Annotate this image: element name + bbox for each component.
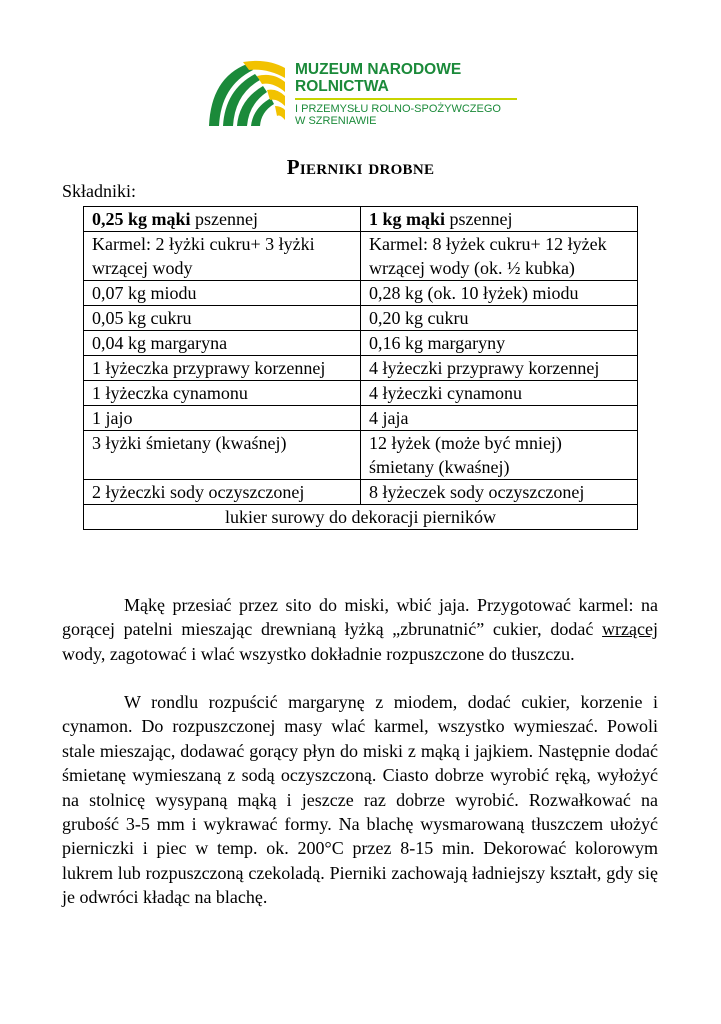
museum-logo bbox=[207, 58, 517, 128]
ingredient-small-batch: 3 łyżki śmietany (kwaśnej) bbox=[84, 431, 361, 480]
underlined-word: wrzącej bbox=[602, 619, 658, 640]
ingredient-small-batch: 1 jajo bbox=[84, 406, 361, 431]
museum-subtitle-line1: I PRZEMYSŁU ROLNO-SPOŻYWCZEGO bbox=[295, 103, 501, 115]
ingredient-large-batch: 4 jaja bbox=[361, 406, 638, 431]
museum-name bbox=[295, 61, 461, 95]
ingredient-large-batch: 0,16 kg margaryny bbox=[361, 331, 638, 356]
ingredients-table-body bbox=[84, 207, 638, 530]
instructions-paragraph-1 bbox=[62, 593, 658, 666]
table-row bbox=[84, 281, 638, 306]
museum-subtitle-line2: W SZRENIAWIE bbox=[295, 115, 377, 127]
ingredient-bold: 1 kg mąki bbox=[369, 209, 446, 229]
table-row bbox=[84, 207, 638, 232]
ingredient-small-batch: 0,04 kg margaryna bbox=[84, 331, 361, 356]
ingredients-label: Składniki: bbox=[62, 181, 137, 201]
table-row bbox=[84, 406, 638, 431]
museum-subtitle bbox=[295, 103, 501, 127]
ingredient-small-batch bbox=[84, 207, 361, 232]
ingredient-large-batch: Karmel: 8 łyżek cukru+ 12 łyżek wrzącej wody (ok. ½ kubka) bbox=[361, 232, 638, 281]
paragraph-text: Mąkę przesiać przez sito do miski, wbić jaja. Przygotować karmel: na gorącej patelni mieszając drewnianą łyżką „zbrunatnić” cukier, dodać bbox=[62, 595, 658, 640]
ingredient-bold: 0,25 kg mąki bbox=[92, 209, 191, 229]
ingredient-large-batch: 12 łyżek (może być mniej) śmietany (kwaśnej) bbox=[361, 431, 638, 480]
table-row bbox=[84, 505, 638, 530]
ingredient-small-batch: 0,07 kg miodu bbox=[84, 281, 361, 306]
ingredient-small-batch: 1 łyżeczka cynamonu bbox=[84, 381, 361, 406]
museum-name-line1: MUZEUM NARODOWE bbox=[295, 61, 462, 78]
instructions-paragraph-2: W rondlu rozpuścić margarynę z miodem, dodać cukier, korzenie i cynamon. Do rozpuszczonej masy wlać karmel, wszystko wymieszać. Powoli stale mieszając, dodawać gorący płyn do miski z mąką i jajkiem. Następnie dodać śmietanę wymieszaną z sodą oczyszczoną. Ciasto dobrze wyrobić ręką, wyłożyć na stolnicę wysypaną mąką i jeszcze raz dobrze wyrobić. Rozwałkować na grubość 3-5 mm i wykrawać formy. Na blachę wysmarowaną tłuszczem ułożyć pierniczki i piec w temp. ok. 200°C przez 8-15 min. Dekorować kolorowym lukrem lub rozpuszczoną czekoladą. Pierniki zachowają ładniejszy kształt, gdy się je odwróci kładąc na blachę. bbox=[62, 692, 658, 908]
table-row bbox=[84, 306, 638, 331]
ingredient-large-batch: 4 łyżeczki cynamonu bbox=[361, 381, 638, 406]
ingredient-rest: pszennej bbox=[445, 209, 513, 229]
ingredient-rest: pszennej bbox=[190, 209, 259, 229]
ingredients-table bbox=[83, 206, 638, 530]
table-row bbox=[84, 356, 638, 381]
museum-logo-icon bbox=[207, 58, 287, 128]
ingredient-large-batch bbox=[361, 207, 638, 232]
ingredient-small-batch: 0,05 kg cukru bbox=[84, 306, 361, 331]
ingredient-small-batch: Karmel: 2 łyżki cukru+ 3 łyżki wrzącej wody bbox=[84, 232, 361, 281]
logo-divider bbox=[295, 98, 517, 100]
ingredient-large-batch: 4 łyżeczki przyprawy korzennej bbox=[361, 356, 638, 381]
ingredient-large-batch: 0,20 kg cukru bbox=[361, 306, 638, 331]
table-row bbox=[84, 331, 638, 356]
ingredient-small-batch: 1 łyżeczka przyprawy korzennej bbox=[84, 356, 361, 381]
museum-name-line2: ROLNICTWA bbox=[295, 78, 389, 95]
ingredient-large-batch: 0,28 kg (ok. 10 łyżek) miodu bbox=[361, 281, 638, 306]
table-row bbox=[84, 480, 638, 505]
table-row bbox=[84, 431, 638, 480]
ingredient-large-batch: 8 łyżeczek sody oczyszczonej bbox=[361, 480, 638, 505]
table-footer-row: lukier surowy do dekoracji pierników bbox=[84, 505, 638, 530]
table-row bbox=[84, 381, 638, 406]
recipe-title: Pierniki drobne bbox=[286, 155, 435, 179]
table-row bbox=[84, 232, 638, 281]
ingredient-small-batch: 2 łyżeczki sody oczyszczonej bbox=[84, 480, 361, 505]
paragraph-text: wody, zagotować i wlać wszystko dokładnie rozpuszczone do tłuszczu. bbox=[62, 643, 575, 664]
